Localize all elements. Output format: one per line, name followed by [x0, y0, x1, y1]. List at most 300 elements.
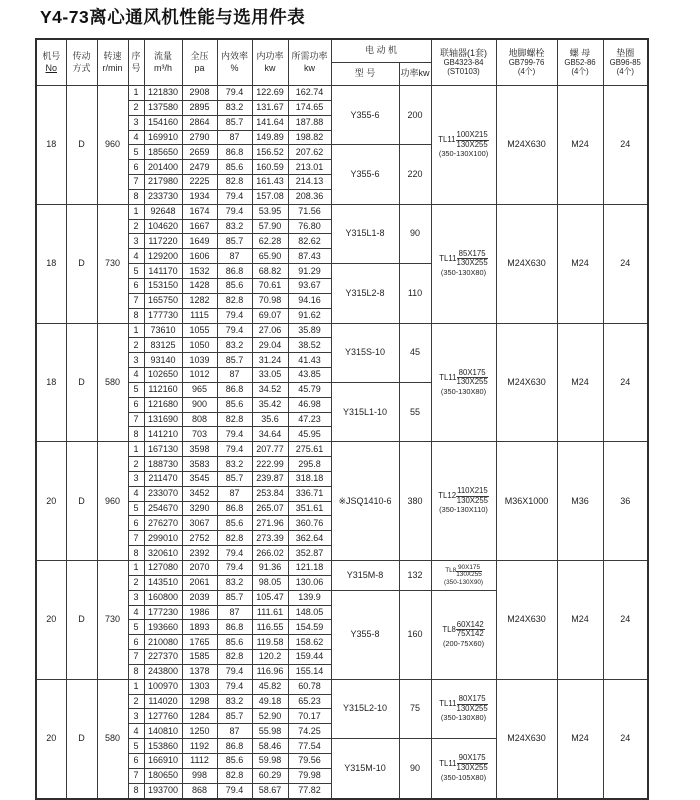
required-power-cell: 87.43 — [288, 249, 331, 264]
power-cell: 34.52 — [252, 382, 288, 397]
efficiency-cell: 82.8 — [217, 412, 252, 427]
seq-cell: 2 — [128, 219, 144, 234]
power-cell: 131.67 — [252, 100, 288, 115]
pressure-cell: 1282 — [182, 293, 217, 308]
power-cell: 105.47 — [252, 590, 288, 605]
power-cell: 160.59 — [252, 160, 288, 175]
washer-cell: 24 — [603, 323, 648, 442]
required-power-cell: 174.65 — [288, 100, 331, 115]
required-power-cell: 45.95 — [288, 427, 331, 442]
efficiency-cell: 82.8 — [217, 531, 252, 546]
nut-cell: M24 — [557, 204, 603, 323]
flow-cell: 169910 — [144, 130, 182, 145]
pressure-cell: 1532 — [182, 264, 217, 279]
power-cell: 91.36 — [252, 561, 288, 576]
required-power-cell: 43.85 — [288, 368, 331, 383]
flow-cell: 177230 — [144, 605, 182, 620]
seq-cell: 4 — [128, 486, 144, 501]
required-power-cell: 198.82 — [288, 130, 331, 145]
seq-cell: 5 — [128, 620, 144, 635]
pressure-cell: 1428 — [182, 278, 217, 293]
seq-cell: 4 — [128, 724, 144, 739]
pressure-cell: 1585 — [182, 650, 217, 665]
header-washer: 垫圈 GB96-85 (4个) — [603, 39, 648, 86]
anchor-bolt-cell: M24X630 — [496, 204, 557, 323]
efficiency-cell: 82.8 — [217, 768, 252, 783]
required-power-cell: 121.18 — [288, 561, 331, 576]
speed-cell: 730 — [97, 204, 128, 323]
motor-model-cell: Y355-6 — [331, 86, 399, 145]
flow-cell: 165750 — [144, 293, 182, 308]
drive-cell: D — [66, 442, 97, 561]
efficiency-cell: 83.2 — [217, 338, 252, 353]
power-cell: 149.89 — [252, 130, 288, 145]
seq-cell: 6 — [128, 635, 144, 650]
machine-no-cell: 20 — [36, 679, 66, 798]
washer-cell: 24 — [603, 204, 648, 323]
power-cell: 69.07 — [252, 308, 288, 323]
pressure-cell: 1378 — [182, 664, 217, 679]
seq-cell: 1 — [128, 86, 144, 101]
required-power-cell: 91.62 — [288, 308, 331, 323]
flow-cell: 154160 — [144, 115, 182, 130]
pressure-cell: 2061 — [182, 575, 217, 590]
table-header — [36, 39, 648, 86]
seq-cell: 6 — [128, 160, 144, 175]
required-power-cell: 360.76 — [288, 516, 331, 531]
nut-cell: M24 — [557, 323, 603, 442]
seq-cell: 3 — [128, 234, 144, 249]
power-cell: 58.46 — [252, 739, 288, 754]
flow-cell: 93140 — [144, 353, 182, 368]
required-power-cell: 71.56 — [288, 204, 331, 219]
flow-cell: 276270 — [144, 516, 182, 531]
power-cell: 34.64 — [252, 427, 288, 442]
required-power-cell: 207.62 — [288, 145, 331, 160]
power-cell: 33.05 — [252, 368, 288, 383]
machine-no-cell: 18 — [36, 323, 66, 442]
efficiency-cell: 86.8 — [217, 264, 252, 279]
flow-cell: 233070 — [144, 486, 182, 501]
pressure-cell: 3545 — [182, 471, 217, 486]
motor-model-cell: Y315M-10 — [331, 739, 399, 799]
motor-model-cell: Y315L1-10 — [331, 382, 399, 441]
pressure-cell: 1649 — [182, 234, 217, 249]
power-cell: 35.42 — [252, 397, 288, 412]
seq-cell: 8 — [128, 664, 144, 679]
pressure-cell: 965 — [182, 382, 217, 397]
motor-power-cell: 380 — [399, 442, 431, 561]
power-cell: 122.69 — [252, 86, 288, 101]
pressure-cell: 1298 — [182, 694, 217, 709]
pressure-cell: 1055 — [182, 323, 217, 338]
pressure-cell: 900 — [182, 397, 217, 412]
speed-cell: 730 — [97, 561, 128, 680]
power-cell: 58.67 — [252, 783, 288, 798]
flow-cell: 254670 — [144, 501, 182, 516]
motor-power-cell: 75 — [399, 679, 431, 738]
power-cell: 239.87 — [252, 471, 288, 486]
motor-model-cell: Y315L2-8 — [331, 264, 399, 323]
motor-power-cell: 45 — [399, 323, 431, 382]
required-power-cell: 214.13 — [288, 175, 331, 190]
required-power-cell: 94.16 — [288, 293, 331, 308]
efficiency-cell: 85.7 — [217, 709, 252, 724]
pressure-cell: 2479 — [182, 160, 217, 175]
seq-cell: 5 — [128, 145, 144, 160]
seq-cell: 5 — [128, 739, 144, 754]
required-power-cell: 130.06 — [288, 575, 331, 590]
coupling-cell: TL11 100X215 130X255 (350-130X100) — [431, 86, 496, 205]
seq-cell: 1 — [128, 561, 144, 576]
flow-cell: 177730 — [144, 308, 182, 323]
motor-power-cell: 220 — [399, 145, 431, 204]
header-power: 内功率 kw — [252, 39, 288, 86]
pressure-cell: 3067 — [182, 516, 217, 531]
power-cell: 60.29 — [252, 768, 288, 783]
washer-cell: 36 — [603, 442, 648, 561]
seq-cell: 2 — [128, 575, 144, 590]
efficiency-cell: 85.6 — [217, 516, 252, 531]
required-power-cell: 79.56 — [288, 753, 331, 768]
flow-cell: 153860 — [144, 739, 182, 754]
required-power-cell: 155.14 — [288, 664, 331, 679]
efficiency-cell: 86.8 — [217, 501, 252, 516]
seq-cell: 8 — [128, 783, 144, 798]
pressure-cell: 1986 — [182, 605, 217, 620]
flow-cell: 112160 — [144, 382, 182, 397]
power-cell: 119.58 — [252, 635, 288, 650]
seq-cell: 3 — [128, 353, 144, 368]
nut-cell: M24 — [557, 561, 603, 680]
efficiency-cell: 83.2 — [217, 100, 252, 115]
efficiency-cell: 79.4 — [217, 323, 252, 338]
seq-cell: 1 — [128, 323, 144, 338]
anchor-bolt-cell: M24X630 — [496, 679, 557, 798]
seq-cell: 8 — [128, 189, 144, 204]
seq-cell: 1 — [128, 204, 144, 219]
flow-cell: 211470 — [144, 471, 182, 486]
power-cell: 116.96 — [252, 664, 288, 679]
motor-power-cell: 132 — [399, 561, 431, 591]
efficiency-cell: 79.4 — [217, 546, 252, 561]
motor-power-cell: 160 — [399, 590, 431, 679]
power-cell: 45.82 — [252, 679, 288, 694]
flow-cell: 121680 — [144, 397, 182, 412]
coupling-cell: TL8 90X175 130X255 (350-130X90) — [431, 561, 496, 591]
efficiency-cell: 87 — [217, 605, 252, 620]
machine-no-cell: 18 — [36, 204, 66, 323]
required-power-cell: 187.88 — [288, 115, 331, 130]
header-coupling: 联轴器(1套) GB4323-84 (ST0103) — [431, 39, 496, 86]
header-no: 机号 No — [36, 39, 66, 86]
seq-cell: 2 — [128, 457, 144, 472]
efficiency-cell: 83.2 — [217, 575, 252, 590]
efficiency-cell: 79.4 — [217, 308, 252, 323]
flow-cell: 143510 — [144, 575, 182, 590]
required-power-cell: 60.78 — [288, 679, 331, 694]
header-pressure: 全压 pa — [182, 39, 217, 86]
required-power-cell: 362.64 — [288, 531, 331, 546]
flow-cell: 160800 — [144, 590, 182, 605]
drive-cell: D — [66, 323, 97, 442]
required-power-cell: 76.80 — [288, 219, 331, 234]
seq-cell: 8 — [128, 427, 144, 442]
table-row — [36, 442, 648, 457]
nut-cell: M36 — [557, 442, 603, 561]
seq-cell: 4 — [128, 249, 144, 264]
flow-cell: 299010 — [144, 531, 182, 546]
flow-cell: 243800 — [144, 664, 182, 679]
seq-cell: 7 — [128, 650, 144, 665]
required-power-cell: 35.89 — [288, 323, 331, 338]
seq-cell: 7 — [128, 412, 144, 427]
flow-cell: 102650 — [144, 368, 182, 383]
required-power-cell: 82.62 — [288, 234, 331, 249]
motor-model-cell: Y355-8 — [331, 590, 399, 679]
power-cell: 31.24 — [252, 353, 288, 368]
power-cell: 222.99 — [252, 457, 288, 472]
efficiency-cell: 85.7 — [217, 115, 252, 130]
machine-no-cell: 20 — [36, 561, 66, 680]
efficiency-cell: 85.6 — [217, 753, 252, 768]
power-cell: 57.90 — [252, 219, 288, 234]
flow-cell: 188730 — [144, 457, 182, 472]
flow-cell: 141170 — [144, 264, 182, 279]
pressure-cell: 703 — [182, 427, 217, 442]
flow-cell: 131690 — [144, 412, 182, 427]
seq-cell: 7 — [128, 293, 144, 308]
efficiency-cell: 85.6 — [217, 635, 252, 650]
motor-model-cell: Y315M-8 — [331, 561, 399, 591]
power-cell: 98.05 — [252, 575, 288, 590]
flow-cell: 127080 — [144, 561, 182, 576]
power-cell: 70.98 — [252, 293, 288, 308]
motor-model-cell: Y315L2-10 — [331, 679, 399, 738]
power-cell: 157.08 — [252, 189, 288, 204]
efficiency-cell: 87 — [217, 249, 252, 264]
seq-cell: 2 — [128, 100, 144, 115]
required-power-cell: 213.01 — [288, 160, 331, 175]
flow-cell: 100970 — [144, 679, 182, 694]
flow-cell: 320610 — [144, 546, 182, 561]
required-power-cell: 74.25 — [288, 724, 331, 739]
power-cell: 68.82 — [252, 264, 288, 279]
required-power-cell: 47.23 — [288, 412, 331, 427]
pressure-cell: 2908 — [182, 86, 217, 101]
seq-cell: 4 — [128, 130, 144, 145]
required-power-cell: 148.05 — [288, 605, 331, 620]
flow-cell: 166910 — [144, 753, 182, 768]
seq-cell: 2 — [128, 338, 144, 353]
required-power-cell: 70.17 — [288, 709, 331, 724]
coupling-cell: TL11 80X175 130X255 (350-130X80) — [431, 679, 496, 738]
coupling-cell: TL11 80X175 130X255 (350-130X80) — [431, 323, 496, 442]
header-anchor-bolt: 地脚螺栓 GB799-76 (4个) — [496, 39, 557, 86]
power-cell: 55.98 — [252, 724, 288, 739]
required-power-cell: 38.52 — [288, 338, 331, 353]
efficiency-cell: 82.8 — [217, 293, 252, 308]
pressure-cell: 808 — [182, 412, 217, 427]
speed-cell: 580 — [97, 679, 128, 798]
seq-cell: 3 — [128, 471, 144, 486]
motor-power-cell: 110 — [399, 264, 431, 323]
seq-cell: 6 — [128, 397, 144, 412]
power-cell: 253.84 — [252, 486, 288, 501]
pressure-cell: 1674 — [182, 204, 217, 219]
anchor-bolt-cell: M24X630 — [496, 323, 557, 442]
efficiency-cell: 85.7 — [217, 353, 252, 368]
seq-cell: 3 — [128, 709, 144, 724]
seq-cell: 4 — [128, 605, 144, 620]
motor-power-cell: 90 — [399, 204, 431, 263]
coupling-cell: TL11 85X175 130X255 (350-130X80) — [431, 204, 496, 323]
seq-cell: 1 — [128, 679, 144, 694]
seq-cell: 6 — [128, 753, 144, 768]
efficiency-cell: 79.4 — [217, 204, 252, 219]
seq-cell: 1 — [128, 442, 144, 457]
washer-cell: 24 — [603, 679, 648, 798]
flow-cell: 193700 — [144, 783, 182, 798]
pressure-cell: 2392 — [182, 546, 217, 561]
drive-cell: D — [66, 561, 97, 680]
required-power-cell: 91.29 — [288, 264, 331, 279]
pressure-cell: 2070 — [182, 561, 217, 576]
pressure-cell: 1284 — [182, 709, 217, 724]
seq-cell: 6 — [128, 278, 144, 293]
efficiency-cell: 87 — [217, 724, 252, 739]
flow-cell: 185650 — [144, 145, 182, 160]
power-cell: 273.39 — [252, 531, 288, 546]
motor-model-cell: Y355-6 — [331, 145, 399, 204]
required-power-cell: 159.44 — [288, 650, 331, 665]
efficiency-cell: 86.8 — [217, 620, 252, 635]
seq-cell: 7 — [128, 768, 144, 783]
coupling-cell: TL8 60X142 75X142 (200-75X60) — [431, 590, 496, 679]
power-cell: 111.61 — [252, 605, 288, 620]
seq-cell: 6 — [128, 516, 144, 531]
pressure-cell: 1115 — [182, 308, 217, 323]
efficiency-cell: 85.6 — [217, 278, 252, 293]
pressure-cell: 1012 — [182, 368, 217, 383]
power-cell: 116.55 — [252, 620, 288, 635]
required-power-cell: 154.59 — [288, 620, 331, 635]
header-drive: 传动 方式 — [66, 39, 97, 86]
efficiency-cell: 85.7 — [217, 590, 252, 605]
seq-cell: 8 — [128, 308, 144, 323]
seq-cell: 7 — [128, 531, 144, 546]
seq-cell: 5 — [128, 264, 144, 279]
machine-no-cell: 20 — [36, 442, 66, 561]
required-power-cell: 65.23 — [288, 694, 331, 709]
pressure-cell: 2225 — [182, 175, 217, 190]
efficiency-cell: 79.4 — [217, 442, 252, 457]
header-motor-group: 电 动 机 — [331, 39, 431, 63]
required-power-cell: 318.18 — [288, 471, 331, 486]
efficiency-cell: 79.4 — [217, 664, 252, 679]
flow-cell: 180650 — [144, 768, 182, 783]
efficiency-cell: 79.4 — [217, 427, 252, 442]
power-cell: 207.77 — [252, 442, 288, 457]
drive-cell: D — [66, 204, 97, 323]
pressure-cell: 2790 — [182, 130, 217, 145]
header-motor-model: 型 号 — [331, 63, 399, 86]
pressure-cell: 3452 — [182, 486, 217, 501]
pressure-cell: 2039 — [182, 590, 217, 605]
seq-cell: 5 — [128, 382, 144, 397]
efficiency-cell: 79.4 — [217, 783, 252, 798]
pressure-cell: 2659 — [182, 145, 217, 160]
pressure-cell: 998 — [182, 768, 217, 783]
pressure-cell: 3583 — [182, 457, 217, 472]
required-power-cell: 158.62 — [288, 635, 331, 650]
pressure-cell: 3290 — [182, 501, 217, 516]
header-seq: 序 号 — [128, 39, 144, 86]
pressure-cell: 1606 — [182, 249, 217, 264]
flow-cell: 141210 — [144, 427, 182, 442]
flow-cell: 201400 — [144, 160, 182, 175]
pressure-cell: 1250 — [182, 724, 217, 739]
flow-cell: 117220 — [144, 234, 182, 249]
efficiency-cell: 85.7 — [217, 234, 252, 249]
efficiency-cell: 87 — [217, 130, 252, 145]
required-power-cell: 93.67 — [288, 278, 331, 293]
seq-cell: 2 — [128, 694, 144, 709]
coupling-cell: TL12 110X215 130X255 (350-130X110) — [431, 442, 496, 561]
speed-cell: 960 — [97, 86, 128, 205]
nut-cell: M24 — [557, 86, 603, 205]
efficiency-cell: 79.4 — [217, 679, 252, 694]
washer-cell: 24 — [603, 86, 648, 205]
power-cell: 29.04 — [252, 338, 288, 353]
power-cell: 120.2 — [252, 650, 288, 665]
flow-cell: 127760 — [144, 709, 182, 724]
seq-cell: 7 — [128, 175, 144, 190]
efficiency-cell: 83.2 — [217, 694, 252, 709]
pressure-cell: 1667 — [182, 219, 217, 234]
efficiency-cell: 87 — [217, 486, 252, 501]
pressure-cell: 2752 — [182, 531, 217, 546]
coupling-cell: TL11 90X175 130X255 (350-105X80) — [431, 739, 496, 799]
seq-cell: 4 — [128, 368, 144, 383]
flow-cell: 73610 — [144, 323, 182, 338]
flow-cell: 227370 — [144, 650, 182, 665]
table-row — [36, 86, 648, 101]
required-power-cell: 41.43 — [288, 353, 331, 368]
pressure-cell: 868 — [182, 783, 217, 798]
pressure-cell: 1192 — [182, 739, 217, 754]
power-cell: 156.52 — [252, 145, 288, 160]
flow-cell: 217980 — [144, 175, 182, 190]
efficiency-cell: 86.8 — [217, 382, 252, 397]
power-cell: 52.90 — [252, 709, 288, 724]
drive-cell: D — [66, 86, 97, 205]
pressure-cell: 2895 — [182, 100, 217, 115]
seq-cell: 3 — [128, 590, 144, 605]
required-power-cell: 46.98 — [288, 397, 331, 412]
flow-cell: 104620 — [144, 219, 182, 234]
flow-cell: 167130 — [144, 442, 182, 457]
flow-cell: 193660 — [144, 620, 182, 635]
seq-cell: 5 — [128, 501, 144, 516]
nut-cell: M24 — [557, 679, 603, 798]
anchor-bolt-cell: M24X630 — [496, 561, 557, 680]
power-cell: 35.6 — [252, 412, 288, 427]
motor-model-cell: Y315L1-8 — [331, 204, 399, 263]
required-power-cell: 351.61 — [288, 501, 331, 516]
pressure-cell: 1765 — [182, 635, 217, 650]
motor-model-cell: Y315S-10 — [331, 323, 399, 382]
